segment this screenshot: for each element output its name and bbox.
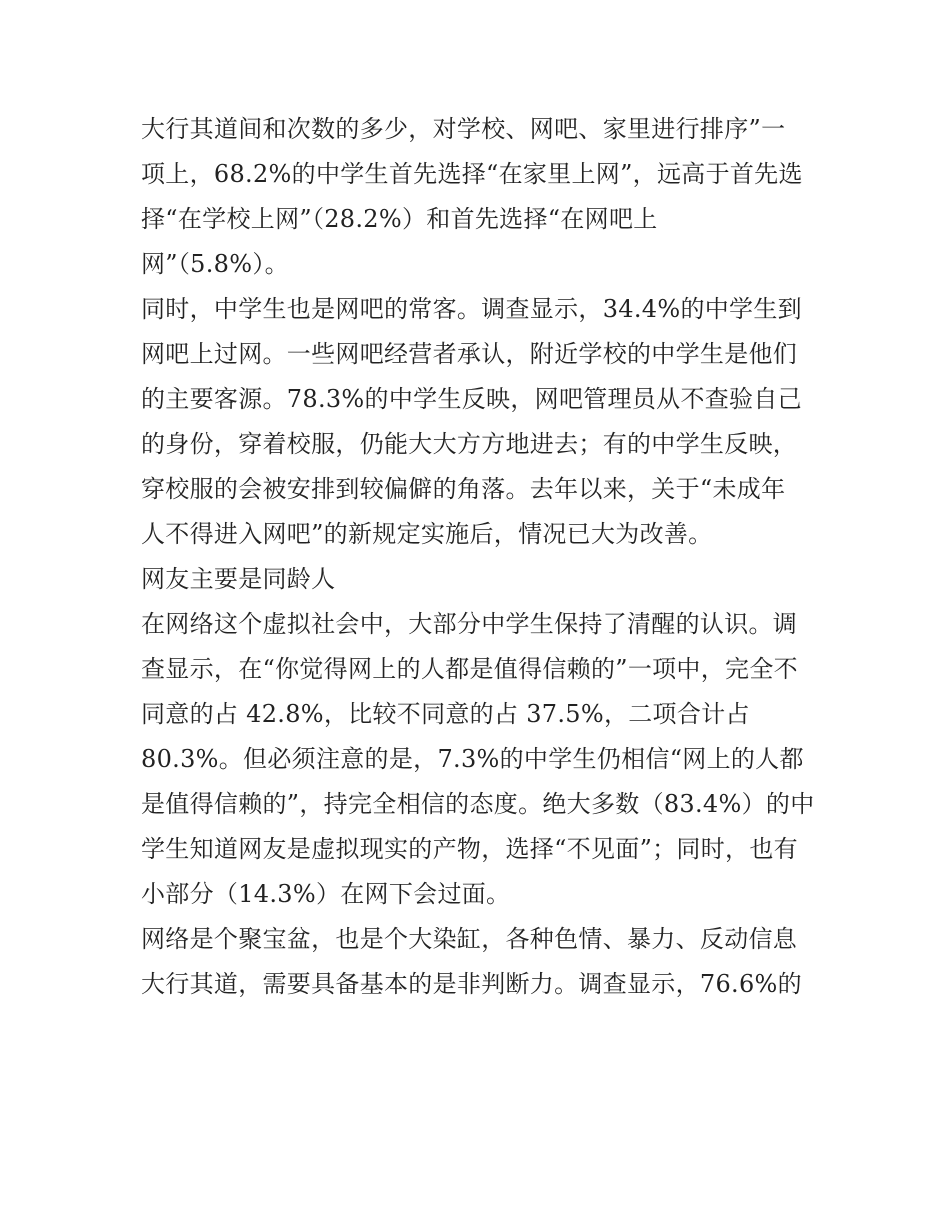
text-line: 的主要客源。78.3%的中学生反映，网吧管理员从不查验自己 <box>141 385 802 413</box>
text-line: 网吧上过网。一些网吧经营者承认，附近学校的中学生是他们 <box>141 340 798 368</box>
document-body <box>141 107 821 1007</box>
text-line: 同意的占 42.8%，比较不同意的占 37.5%，二项合计占 <box>141 700 750 728</box>
text-line: 的身份，穿着校服，仍能大大方方地进去；有的中学生反映， <box>141 430 798 458</box>
text-line: 大行其道，需要具备基本的是非判断力。调查显示，76.6%的 <box>141 970 802 998</box>
text-line: 网”（5.8%）。 <box>141 250 289 278</box>
text-line: 同时，中学生也是网吧的常客。调查显示，34.4%的中学生到 <box>141 295 802 323</box>
text-line: 大行其道间和次数的多少，对学校、网吧、家里进行排序”一 <box>141 115 786 143</box>
text-line: 小部分（14.3%）在网下会过面。 <box>141 880 511 908</box>
text-line: 查显示，在“你觉得网上的人都是值得信赖的”一项中，完全不 <box>141 655 798 683</box>
text-line: 学生知道网友是虚拟现实的产物，选择“不见面”；同时，也有 <box>141 835 798 863</box>
text-line: 项上，68.2%的中学生首先选择“在家里上网”，远高于首先选 <box>141 160 803 188</box>
text-line: 是值得信赖的”，持完全相信的态度。绝大多数（83.4%）的中 <box>141 790 815 818</box>
text-line: 人不得进入网吧”的新规定实施后，情况已大为改善。 <box>141 520 713 548</box>
text-line: 择“在学校上网”（28.2%）和首先选择“在网吧上 <box>141 205 658 233</box>
section-heading: 网友主要是同龄人 <box>141 565 336 593</box>
text-line: 在网络这个虚拟社会中，大部分中学生保持了清醒的认识。调 <box>141 610 798 638</box>
text-line: 80.3%。但必须注意的是，7.3%的中学生仍相信“网上的人都 <box>141 745 804 773</box>
text-line: 穿校服的会被安排到较偏僻的角落。去年以来，关于“未成年 <box>141 475 786 503</box>
text-line: 网络是个聚宝盆，也是个大染缸，各种色情、暴力、反动信息 <box>141 925 798 953</box>
